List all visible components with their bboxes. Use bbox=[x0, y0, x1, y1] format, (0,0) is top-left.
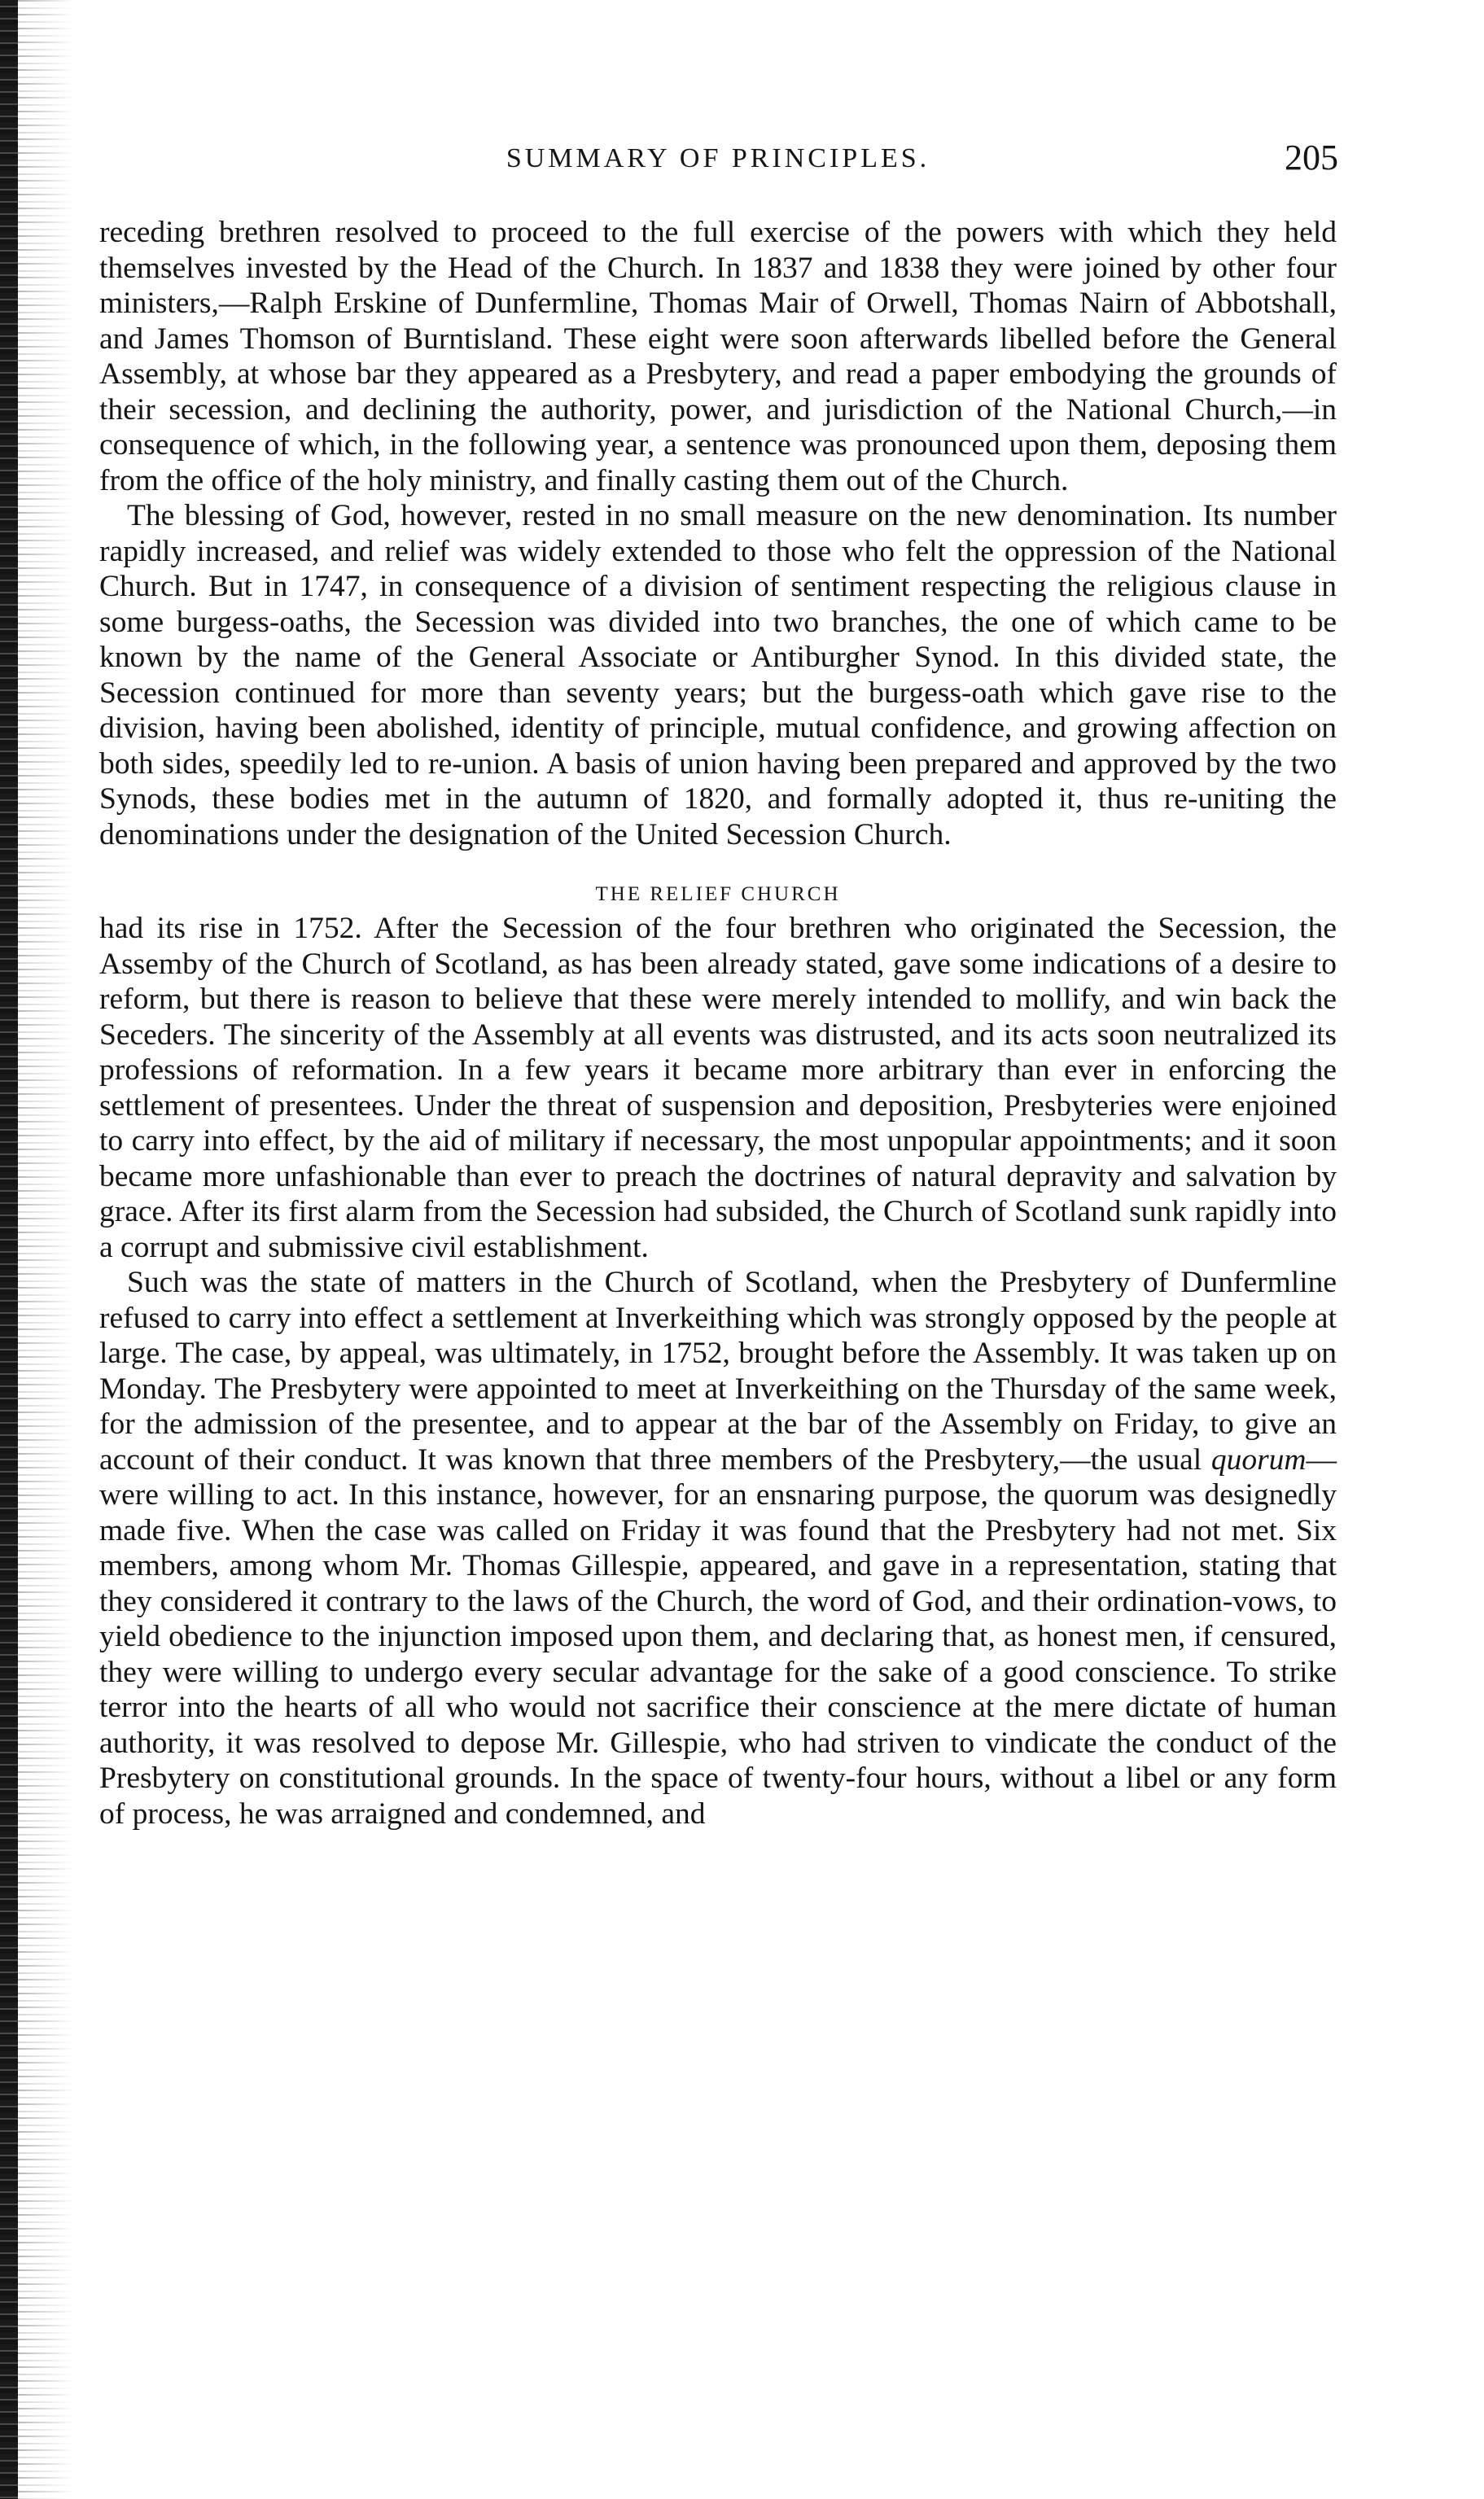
paragraph-text-part-2: —were willing to act. In this instance, however, for an ensnaring purpose, the quorum was designedly made five. When the case was called on Friday it was found that the Presbytery had not met. Six members, among whom Mr. Thomas Gillespie, appeared, and gave in a representation, stating that they considered it contrary to the laws of the Church, the word of God, and their ordination-vows, to yield obedience to the injunction imposed upon them, and declaring that, as honest men, if censured, they were willing to undergo every secular advantage for the sake of a good conscience. To strike terror into the hearts of all who would not sacrifice their conscience at the mere dictate of human authority, it was resolved to depose Mr. Gillespie, who had striven to vindicate the conduct of the Presbytery on constitutional grounds. In the space of twenty-four hours, without a libel or any form of process, he was arraigned and condemned, and bbox=[99, 1442, 1337, 1831]
page-binding-shadow bbox=[18, 0, 75, 2499]
paragraph-relief-origin: had its rise in 1752. After the Secession of the four brethren who originated the Secession, the Assemby of the Church of Scotland, as has been already stated, gave some indications of a desire to reform, but there is reason to believe that these were merely intended to mollify, and win back the Seceders. The sincerity of the Assembly at all events was distrusted, and its acts soon neutralized its professions of reformation. In a few years it became more arbitrary than ever in enforcing the settlement of presentees. Under the threat of suspension and deposition, Presbyteries were enjoined to carry into effect, by the aid of military if necessary, the most unpopular appointments; and it soon became more unfashionable than ever to preach the doctrines of natural depravity and salvation by grace. After its first alarm from the Secession had subsided, the Church of Scotland sunk rapidly into a corrupt and submissive civil establishment. bbox=[99, 912, 1337, 1264]
running-title: SUMMARY OF PRINCIPLES. bbox=[506, 143, 930, 173]
section-heading-relief-church: THE RELIEF CHURCH bbox=[595, 883, 841, 905]
paragraph-text-part-1: Such was the state of matters in the Church of Scotland, when the Presbytery of Dunfermline refused to carry into effect a settlement at Inverkeithing which was strongly opposed by the people at large. The case, by appeal, was ultimately, in 1752, brought before the Assembly. It was taken up on Monday. The Presbytery were appointed to meet at Inverkeithing on the Thursday of the same week, for the admission of the presentee, and to appear at the bar of the Assembly on Friday, to give an account of their conduct. It was known that three members of the Presbytery,—the usual bbox=[99, 1266, 1337, 1477]
page-number: 205 bbox=[1285, 138, 1338, 177]
book-page bbox=[99, 137, 1337, 1832]
paragraph-state-of-matters bbox=[99, 1265, 1337, 1832]
paragraph-continued: receding brethren resolved to proceed to the full exercise of the powers with which they held themselves invested by the Head of the Church. In 1837 and 1838 they were joined by other four ministers,—Ralph Erskine of Dunfermline, Thomas Mair of Orwell, Thomas Nairn of Abbotshall, and James Thomson of Burntisland. These eight were soon afterwards libelled before the General Assembly, at whose bar they appeared as a Presbytery, and read a paper embodying the grounds of their secession, and declining the authority, power, and jurisdiction of the National Church,—in consequence of which, in the following year, a sentence was pronounced upon them, deposing them from the office of the holy ministry, and finally casting them out of the Church. bbox=[99, 216, 1337, 497]
page-binding-edge bbox=[0, 0, 18, 2499]
paragraph-blessing: The blessing of God, however, rested in no small measure on the new denomination. Its number rapidly increased, and relief was widely extended to those who felt the oppression of the National Church. But in 1747, in consequence of a division of sentiment respecting the religious clause in some burgess-oaths, the Secession was divided into two branches, the one of which came to be known by the name of the General Associate or Antiburgher Synod. In this divided state, the Secession continued for more than seventy years; but the burgess-oath which gave rise to the division, having been abolished, identity of principle, mutual confidence, and growing affection on both sides, speedily led to re-union. A basis of union having been prepared and approved by the two Synods, these bodies met in the autumn of 1820, and formally adopted it, thus re-uniting the denominations under the designation of the United Secession Church. bbox=[99, 499, 1337, 851]
quorum-italic: quorum bbox=[1210, 1442, 1307, 1477]
running-head bbox=[99, 137, 1337, 189]
